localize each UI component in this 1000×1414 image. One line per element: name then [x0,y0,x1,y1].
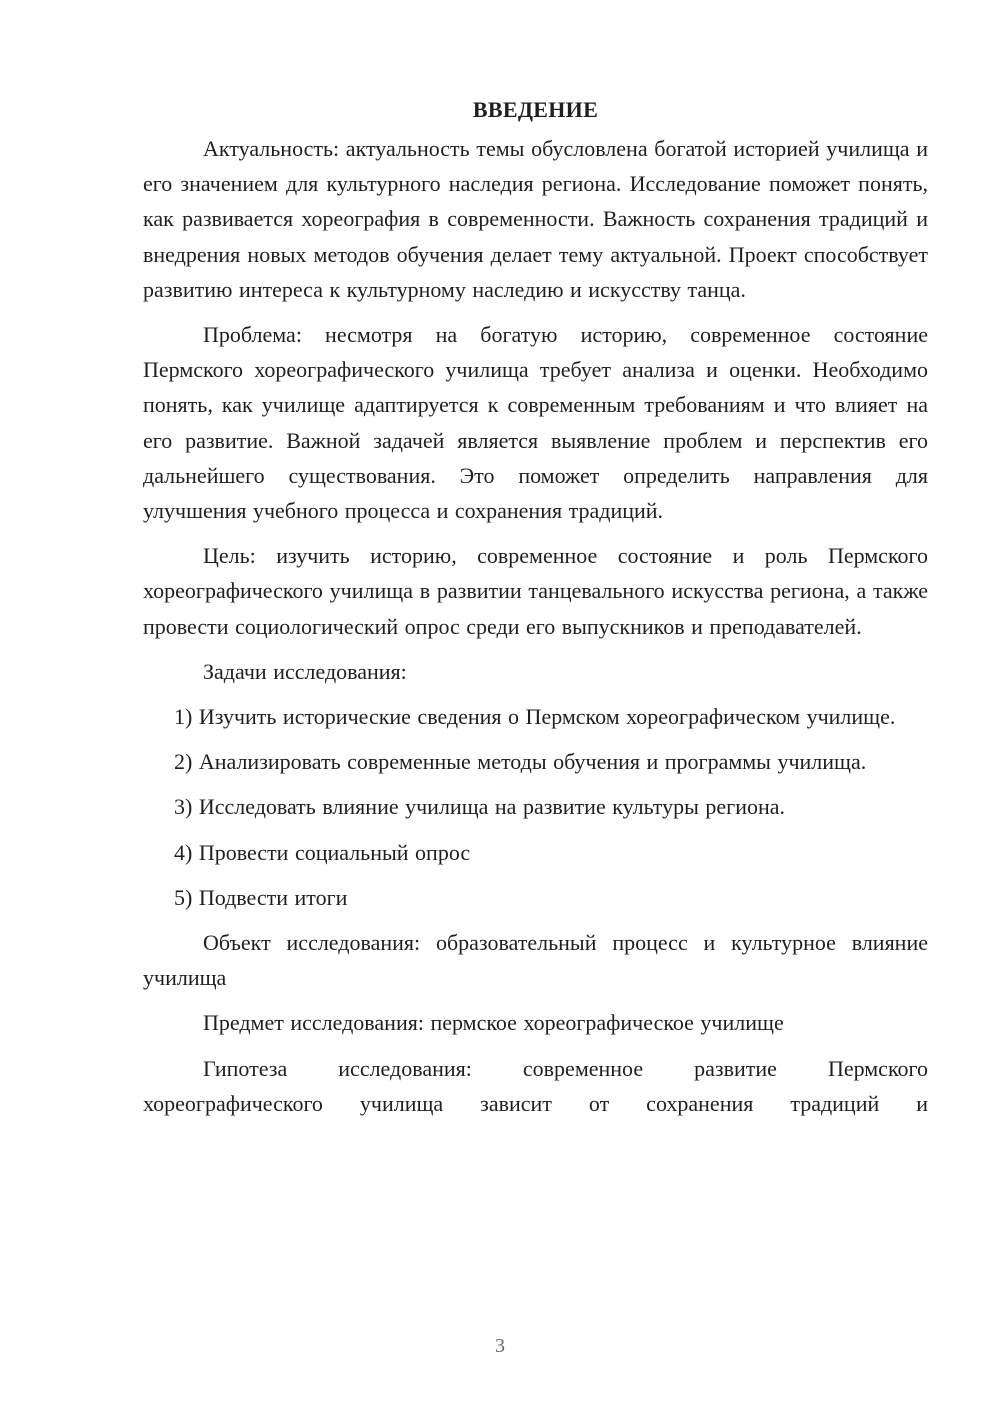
hypothesis-paragraph: Гипотеза исследования: современное развитие Пермского хореографического училища зависит от сохранения традиций и [143,1055,928,1116]
task-item-2: 2) Анализировать современные методы обучения и программы училища. [174,749,867,775]
page-number: 3 [495,1335,505,1357]
task-item-1: 1) Изучить исторические сведения о Пермском хореографическом училище. [174,704,896,730]
object-paragraph: Объект исследования: образовательный процесс и культурное влияние училища [143,930,928,991]
page-body [143,92,928,1121]
task-item-3: 3) Исследовать влияние училища на развитие культуры региона. [174,794,786,820]
problem-paragraph: Проблема: несмотря на богатую историю, современное состояние Пермского хореографического училища требует анализа и оценки. Необходимо понять, как училище адаптируется к современным требованиям и что влияет на его развитие. Важной задачей является выявление проблем и перспектив его дальнейшего существования. Это поможет определить направления для улучшения учебного процесса и сохранения традиций. [143,322,928,524]
section-heading: ВВЕДЕНИЕ [472,97,599,122]
task-item-4: 4) Провести социальный опрос [174,839,471,865]
tasks-title: Задачи исследования: [203,658,407,684]
subject-paragraph: Предмет исследования: пермское хореографическое училище [203,1010,784,1036]
relevance-paragraph: Актуальность: актуальность темы обусловлена богатой историей училища и его значением для культурного наследия региона. Исследование поможет понять, как развивается хореография в современности. Важность сохранения традиций и внедрения новых методов обучения делает тему актуальной. Проект способствует развитию интереса к культурному наследию и искусству танца. [143,136,928,302]
goal-paragraph: Цель: изучить историю, современное состояние и роль Пермского хореографического училища в развитии танцевального искусства региона, а также провести социологический опрос среди его выпускников и преподавателей. [143,543,928,639]
task-item-5: 5) Подвести итоги [174,884,348,910]
